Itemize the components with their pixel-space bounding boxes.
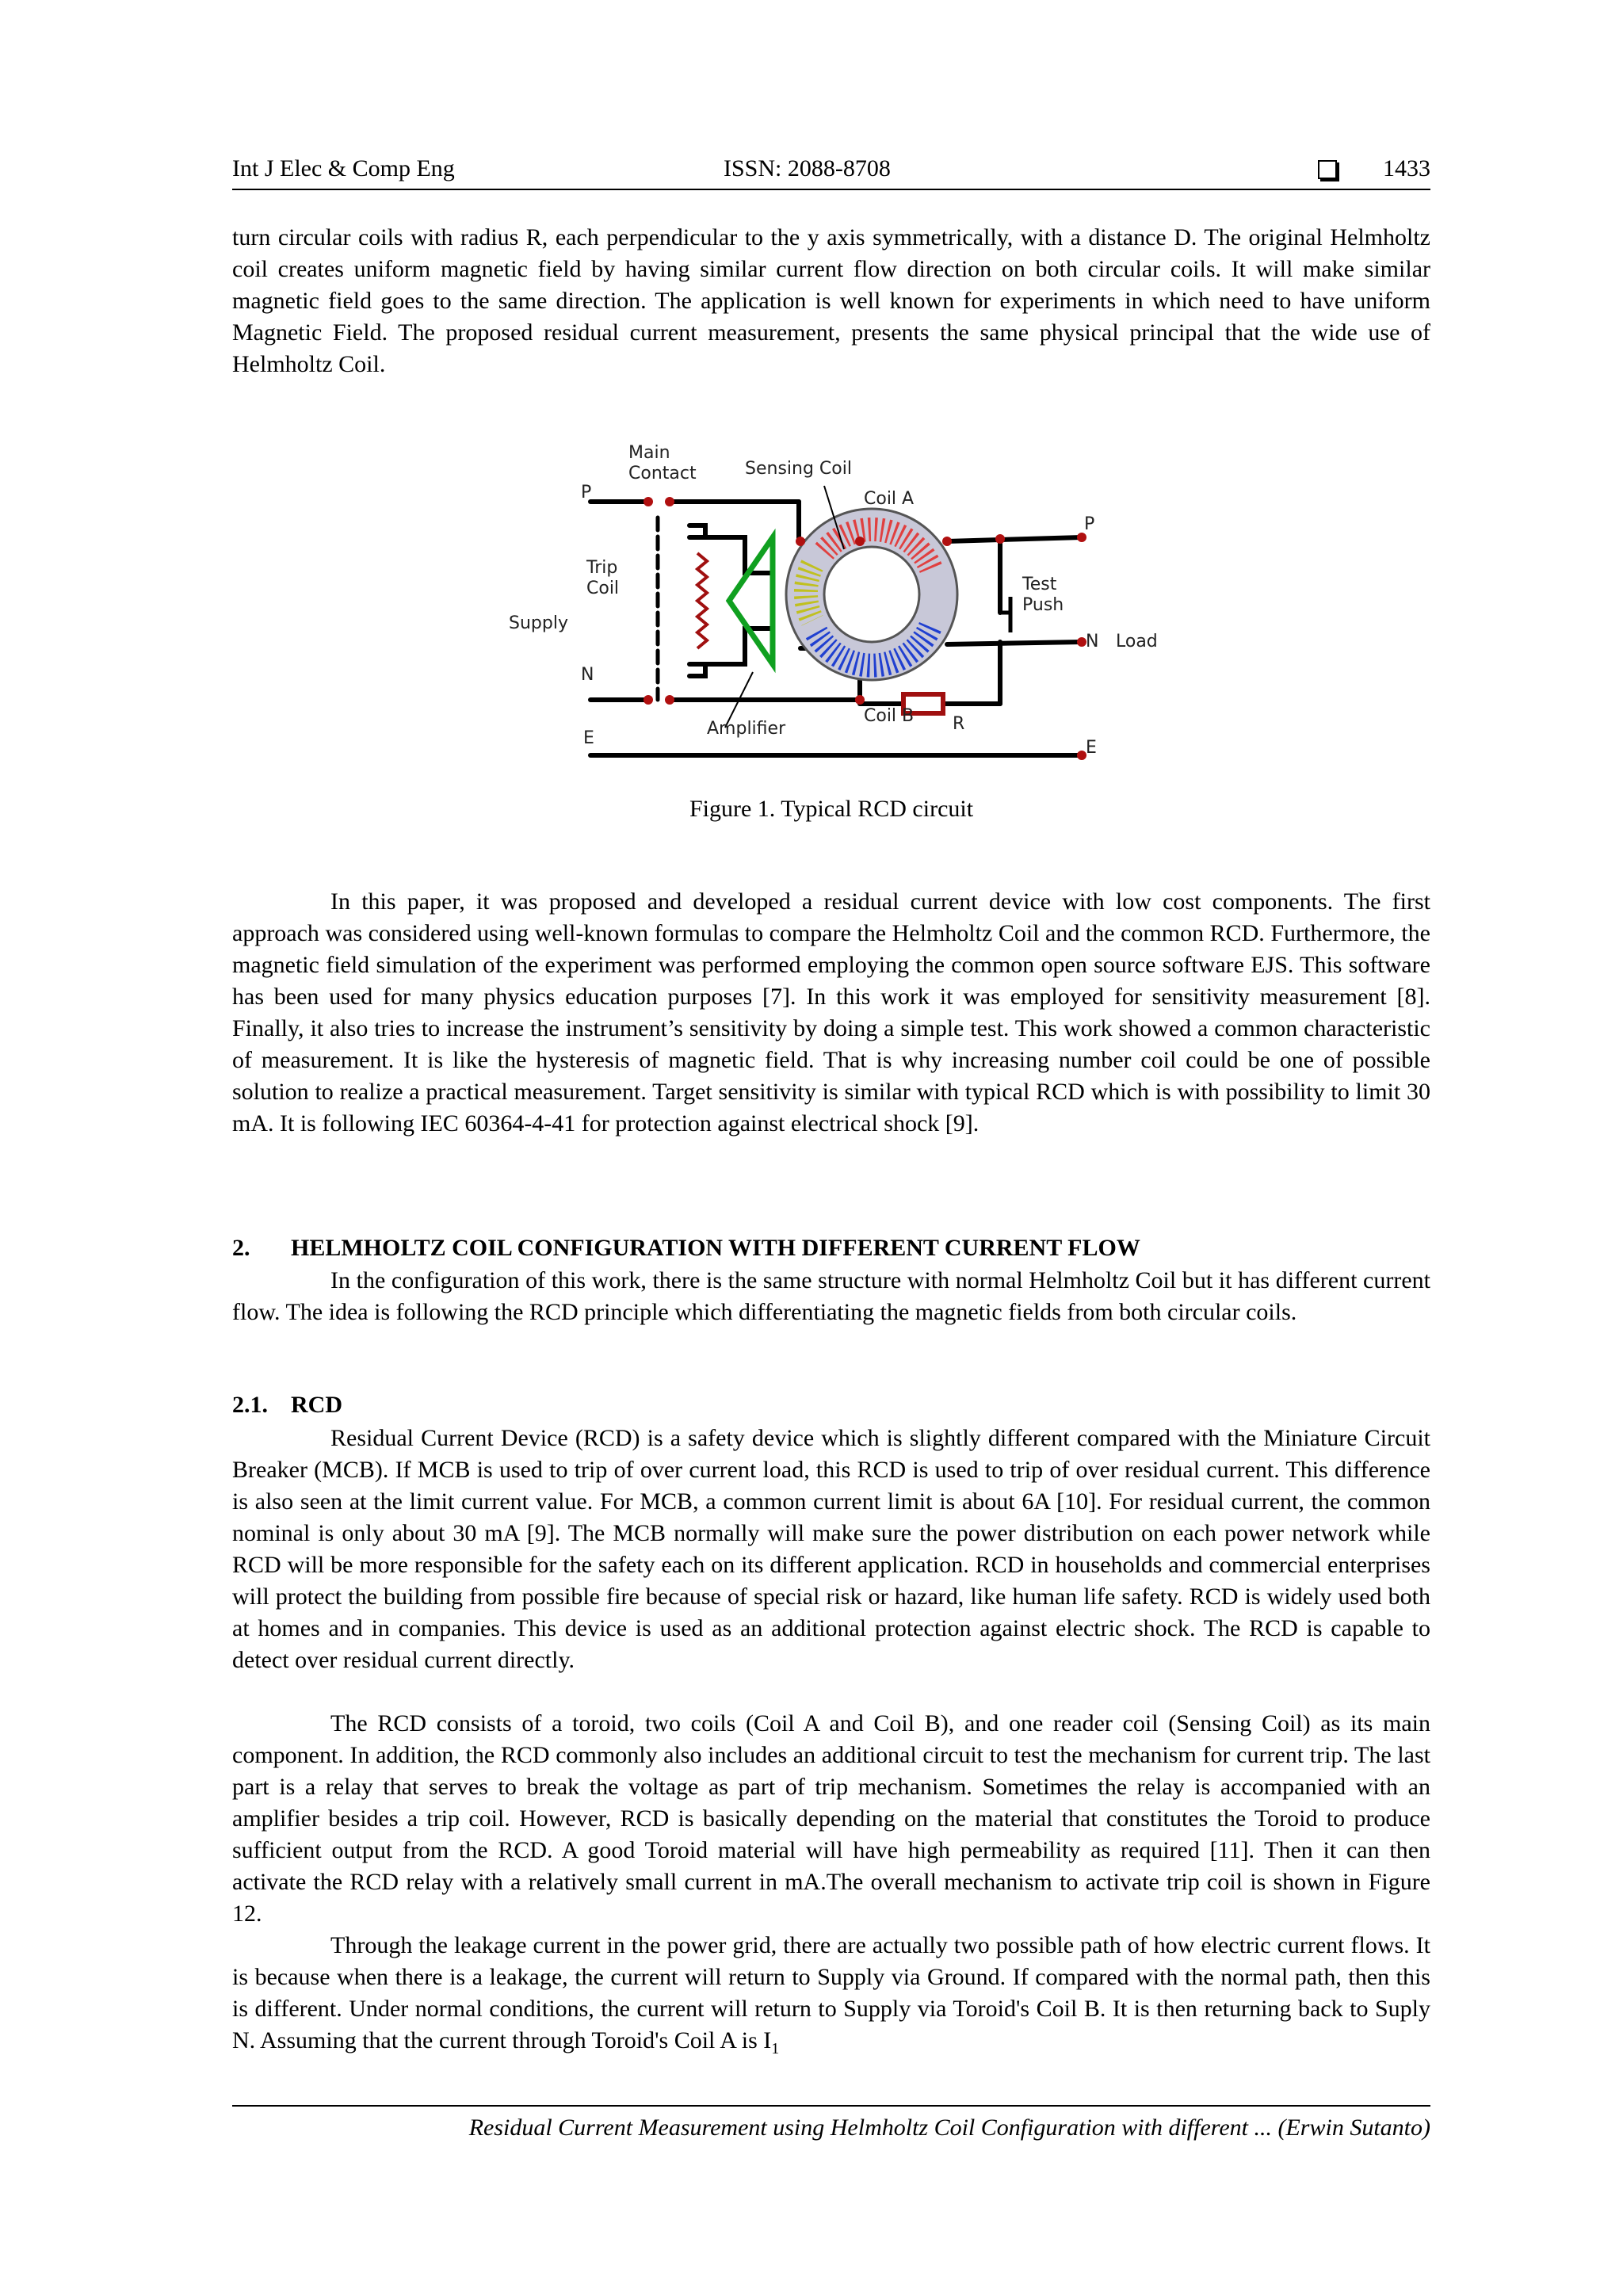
section-2-1-title: RCD bbox=[291, 1392, 342, 1418]
rcd-circuit-figure bbox=[499, 434, 1173, 767]
amplifier-triangle bbox=[729, 537, 773, 664]
label-supply: Supply bbox=[509, 613, 568, 633]
section-2-heading bbox=[232, 1235, 1140, 1262]
page-number: 1433 bbox=[1383, 155, 1430, 181]
rcd-paragraph-3 bbox=[232, 1930, 1430, 2065]
junction-dot bbox=[855, 695, 865, 705]
label-p-right: P bbox=[1084, 514, 1095, 534]
label-p-left: P bbox=[581, 483, 592, 502]
section-2-1-heading bbox=[232, 1392, 342, 1419]
label-main-contact-2: Contact bbox=[628, 464, 697, 483]
running-footer: Residual Current Measurement using Helmholtz Coil Configuration with different ... (Erwin Sutanto) bbox=[468, 2115, 1430, 2141]
label-sensing-coil: Sensing Coil bbox=[745, 459, 852, 479]
running-header bbox=[232, 155, 1430, 192]
rcd-paragraph-1: Residual Current Device (RCD) is a safety device which is slightly different compared with the Miniature Circuit Breaker (MCB). If MCB is used to trip of over current load, this RCD is used to trip of over residual current. This difference is also seen at the limit current value. For MCB, a common current limit is about 6A [10]. For residual current, the common nominal is only about 30 mA [9]. The MCB normally will make sure the power distribution on each power network while RCD will be more responsible for the safety each on its different application. RCD in households and commercial enterprises will protect the building from possible fire because of special risk or hazard, like human life safety. RCD is widely used both at homes and in companies. This device is used as an additional protection against electric shock. The RCD is capable to detect over residual current directly. bbox=[232, 1425, 1430, 1673]
label-test-2: Push bbox=[1022, 595, 1064, 615]
label-n-right: N bbox=[1086, 632, 1099, 651]
label-e-right: E bbox=[1086, 738, 1097, 758]
figure-caption: Figure 1. Typical RCD circuit bbox=[689, 796, 974, 822]
label-resistor: R bbox=[953, 714, 965, 734]
intro-paragraph: turn circular coils with radius R, each perpendicular to the y axis symmetrically, with a distance D. The original Helmholtz coil creates uniform magnetic field by having similar current flow direction on both circular coils. It will make similar magnetic field goes to the same direction. The application is well known for experiments in which need to have uniform Magnetic Field. The proposed residual current measurement, presents the same physical principal that the wide use of Helmholtz Coil. bbox=[232, 224, 1430, 377]
wire-p-right bbox=[947, 537, 1082, 541]
label-load: Load bbox=[1116, 632, 1158, 651]
contact-dot bbox=[665, 497, 674, 506]
label-trip-coil-1: Trip bbox=[586, 558, 618, 578]
junction-dot bbox=[796, 537, 805, 546]
toroid-hole bbox=[824, 547, 919, 642]
journal-name: Int J Elec & Comp Eng bbox=[232, 155, 455, 181]
section-2-paragraph: In the configuration of this work, there is the same structure with normal Helmholtz Coil but it has different current flow. The idea is following the RCD principle which differentiating the magnetic fields from both circular coils. bbox=[232, 1267, 1430, 1325]
rcd-paragraph-2: The RCD consists of a toroid, two coils (Coil A and Coil B), and one reader coil (Sensing Coil) as its main component. In addition, the RCD commonly also includes an additional circuit to test the mechanism for current trip. The last part is a relay that serves to break the voltage as part of trip mechanism. Sometimes the relay is accompanied with an amplifier besides a trip coil. However, RCD is basically depending on the material that constitutes the Toroid to produce sufficient output from the RCD. A good Toroid material will have high permeability as required [11]. Then it can then activate the RCD relay with a relatively small current in mA.The overall mechanism to activate trip coil is shown in Figure 12. bbox=[232, 1710, 1430, 1927]
rcd-circuit-diagram bbox=[499, 434, 1173, 767]
footer-rule bbox=[232, 2105, 1430, 2107]
header-rule bbox=[232, 189, 1430, 190]
label-test-1: Test bbox=[1022, 575, 1057, 594]
issn: ISSN: 2088-8708 bbox=[724, 155, 891, 181]
junction-dot bbox=[855, 537, 865, 546]
section-2-1-number: 2.1. bbox=[232, 1392, 268, 1418]
contact-dot bbox=[665, 695, 674, 705]
junction-dot bbox=[942, 537, 952, 546]
label-main-contact-1: Main bbox=[628, 443, 670, 463]
proposal-paragraph: In this paper, it was proposed and developed a residual current device with low cost components. The first approach was considered using well-known formulas to compare the Helmholtz Coil and the common RCD. Furthermore, the magnetic field simulation of the experiment was performed employing the common open source software EJS. This software has been used for many physics education purposes [7]. In this work it was employed for sensitivity measurement [8]. Finally, it also tries to increase the instrument’s sensitivity by doing a simple test. This work showed a common characteristic of measurement. It is like the hysteresis of magnetic field. That is why increasing number coil could be one of possible solution to realize a practical measurement. Target sensitivity is similar with typical RCD which is with possibility to limit 30 mA. It is following IEC 60364-4-41 for protection against electrical shock [9]. bbox=[232, 888, 1430, 1137]
contact-dot bbox=[643, 497, 653, 506]
section-2-title: HELMHOLTZ COIL CONFIGURATION WITH DIFFERENT CURRENT FLOW bbox=[291, 1235, 1140, 1261]
junction-dot bbox=[995, 534, 1005, 544]
checkbox-square-icon bbox=[1318, 160, 1337, 179]
rcd-paragraph-3-text: Through the leakage current in the power grid, there are actually two possible path of how electric current flows. It is because when there is a leakage, the current will return to Supply via Ground. If compared with the normal path, then this is different. Under normal conditions, the current will return to Supply via Toroid's Coil B. It is then returning back to Suply N. Assuming that the current through Toroid's Coil A is I bbox=[232, 1932, 1430, 2053]
contact-dot bbox=[643, 695, 653, 705]
wire-n-right bbox=[947, 642, 1082, 644]
trip-coil-winding bbox=[697, 553, 707, 648]
label-amplifier: Amplifier bbox=[707, 719, 786, 739]
label-coil-b: Coil B bbox=[864, 706, 915, 726]
label-coil-a: Coil A bbox=[864, 489, 915, 509]
label-trip-coil-2: Coil bbox=[586, 579, 620, 598]
label-e-left: E bbox=[583, 728, 594, 748]
label-n-left: N bbox=[581, 665, 594, 685]
section-2-number: 2. bbox=[232, 1235, 250, 1261]
current-subscript: 1 bbox=[771, 2040, 780, 2057]
